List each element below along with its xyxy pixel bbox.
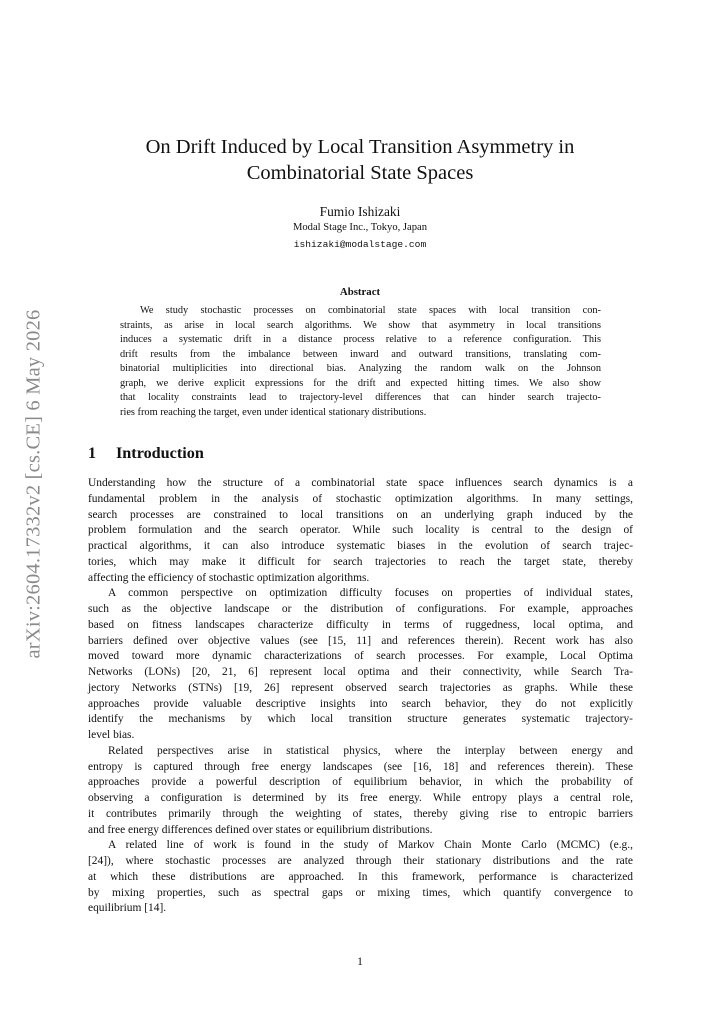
abstract-body bbox=[120, 304, 601, 420]
text-line: by mixing properties, such as spectral gaps or mixing times, which quantify convergence to bbox=[88, 886, 633, 899]
text-line: Networks (LONs) [20, 21, 6] represent local optima and their connectivity, while Search Tra- bbox=[88, 666, 633, 678]
text-line: problem formulation and the search operator. While such locality is central to the design of bbox=[88, 524, 633, 537]
text-line: level bias. bbox=[88, 729, 135, 741]
abstract-line: graph, we derive explicit expressions for the drift and expected hitting times. We also show bbox=[120, 377, 601, 389]
text-line: search processes are constrained to local transitions on an underlying graph induced by the bbox=[88, 508, 633, 521]
arxiv-identifier-stamp: arXiv:2604.17332v2 [cs.CE] 6 May 2026 bbox=[22, 309, 45, 659]
section-number: 1 bbox=[88, 444, 97, 462]
paper-title bbox=[88, 134, 632, 186]
title-line: On Drift Induced by Local Transition Asymmetry in bbox=[145, 136, 575, 158]
text-line: Related perspectives arise in statistical physics, where the interplay between energy and bbox=[108, 744, 633, 757]
text-line: jectory Networks (STNs) [19, 26] represent observed search trajectories as graphs. While these bbox=[88, 681, 633, 694]
paragraph bbox=[88, 838, 633, 917]
text-line: it contributes primarily through the weighting of states, thereby giving rise to entropic barriers bbox=[88, 807, 633, 820]
text-line: A common perspective on optimization difficulty focuses on properties of individual states, bbox=[108, 587, 633, 600]
abstract-line: straints, as arise in local search algorithms. We show that asymmetry in local transitions bbox=[120, 319, 601, 331]
author-name: Fumio Ishizaki bbox=[319, 204, 401, 219]
text-line: Understanding how the structure of a combinatorial state space influences search dynamics is a bbox=[88, 477, 633, 489]
text-line: barriers defined over objective values (see [15, 11] and references therein). Recent work has also bbox=[88, 634, 633, 647]
text-line: such as the objective landscape or the distribution of configurations. For example, approaches bbox=[88, 603, 633, 615]
text-line: practical algorithms, it can also introduce systematic biases in the evolution of search trajec- bbox=[88, 540, 633, 552]
abstract-line: that locality constraints lead to trajectory-level differences that can hinder search trajecto- bbox=[120, 392, 601, 403]
author-affiliation: Modal Stage Inc., Tokyo, Japan bbox=[292, 222, 428, 233]
paragraph bbox=[88, 586, 633, 744]
text-line: fundamental problem in the analysis of stochastic optimization algorithms. In many settings, bbox=[88, 492, 633, 505]
author-email: ishizaki@modalstage.com bbox=[293, 239, 427, 250]
abstract-heading: Abstract bbox=[339, 286, 381, 298]
page-number: 1 bbox=[357, 956, 363, 968]
text-line: approaches provide valuable descriptive insights into search behavior, they do not explicitly bbox=[88, 697, 633, 710]
paragraph bbox=[88, 744, 633, 839]
text-line: based on fitness landscapes characterize difficulty in terms of ruggedness, local optima, and bbox=[88, 618, 633, 631]
section-title: Introduction bbox=[116, 444, 204, 462]
abstract-line: ries from reaching the target, even under identical stationary distributions. bbox=[120, 406, 427, 418]
abstract-line: drift results from the imbalance between inward and outward transitions, translating com- bbox=[120, 348, 601, 360]
text-line: entropy is captured through free energy landscapes (see [16, 18] and references therein). These bbox=[88, 760, 633, 773]
text-line: equilibrium [14]. bbox=[88, 902, 167, 915]
section-heading-introduction bbox=[88, 444, 204, 463]
title-line: Combinatorial State Spaces bbox=[246, 162, 474, 184]
text-line: tories, which may make it difficult for search trajectories to reach the target state, thereby bbox=[88, 555, 633, 568]
introduction-body bbox=[88, 476, 633, 917]
text-line: A related line of work is found in the study of Markov Chain Monte Carlo (MCMC) (e.g., bbox=[108, 839, 633, 852]
paragraph bbox=[88, 476, 633, 586]
text-line: [24]), where stochastic processes are analyzed through their stationary distributions and the rate bbox=[88, 855, 633, 867]
text-line: moved toward more dynamic characterizations of search processes. For example, Local Optima bbox=[88, 650, 633, 663]
abstract-line: binatorial multiplicities into directional bias. Analyzing the random walk on the Johnson bbox=[120, 363, 601, 374]
text-line: affecting the efficiency of stochastic optimization algorithms. bbox=[88, 571, 370, 584]
abstract-line: We study stochastic processes on combinatorial state spaces with local transition con- bbox=[140, 305, 601, 316]
text-line: at which these distributions are approached. In this framework, performance is characterized bbox=[88, 870, 633, 883]
text-line: and free energy differences defined over states or equilibrium distributions. bbox=[88, 823, 433, 836]
abstract-line: induces a systematic drift in a distance process relative to a reference configuration. This bbox=[120, 334, 601, 345]
text-line: approaches provide a powerful description of equilibrium behavior, in which the probability of bbox=[88, 776, 633, 789]
text-line: observing a configuration is determined by its free energy. While entropy plays a central role, bbox=[88, 792, 633, 804]
text-line: identify the mechanisms by which local transition structure generates systematic trajectory- bbox=[88, 713, 633, 726]
